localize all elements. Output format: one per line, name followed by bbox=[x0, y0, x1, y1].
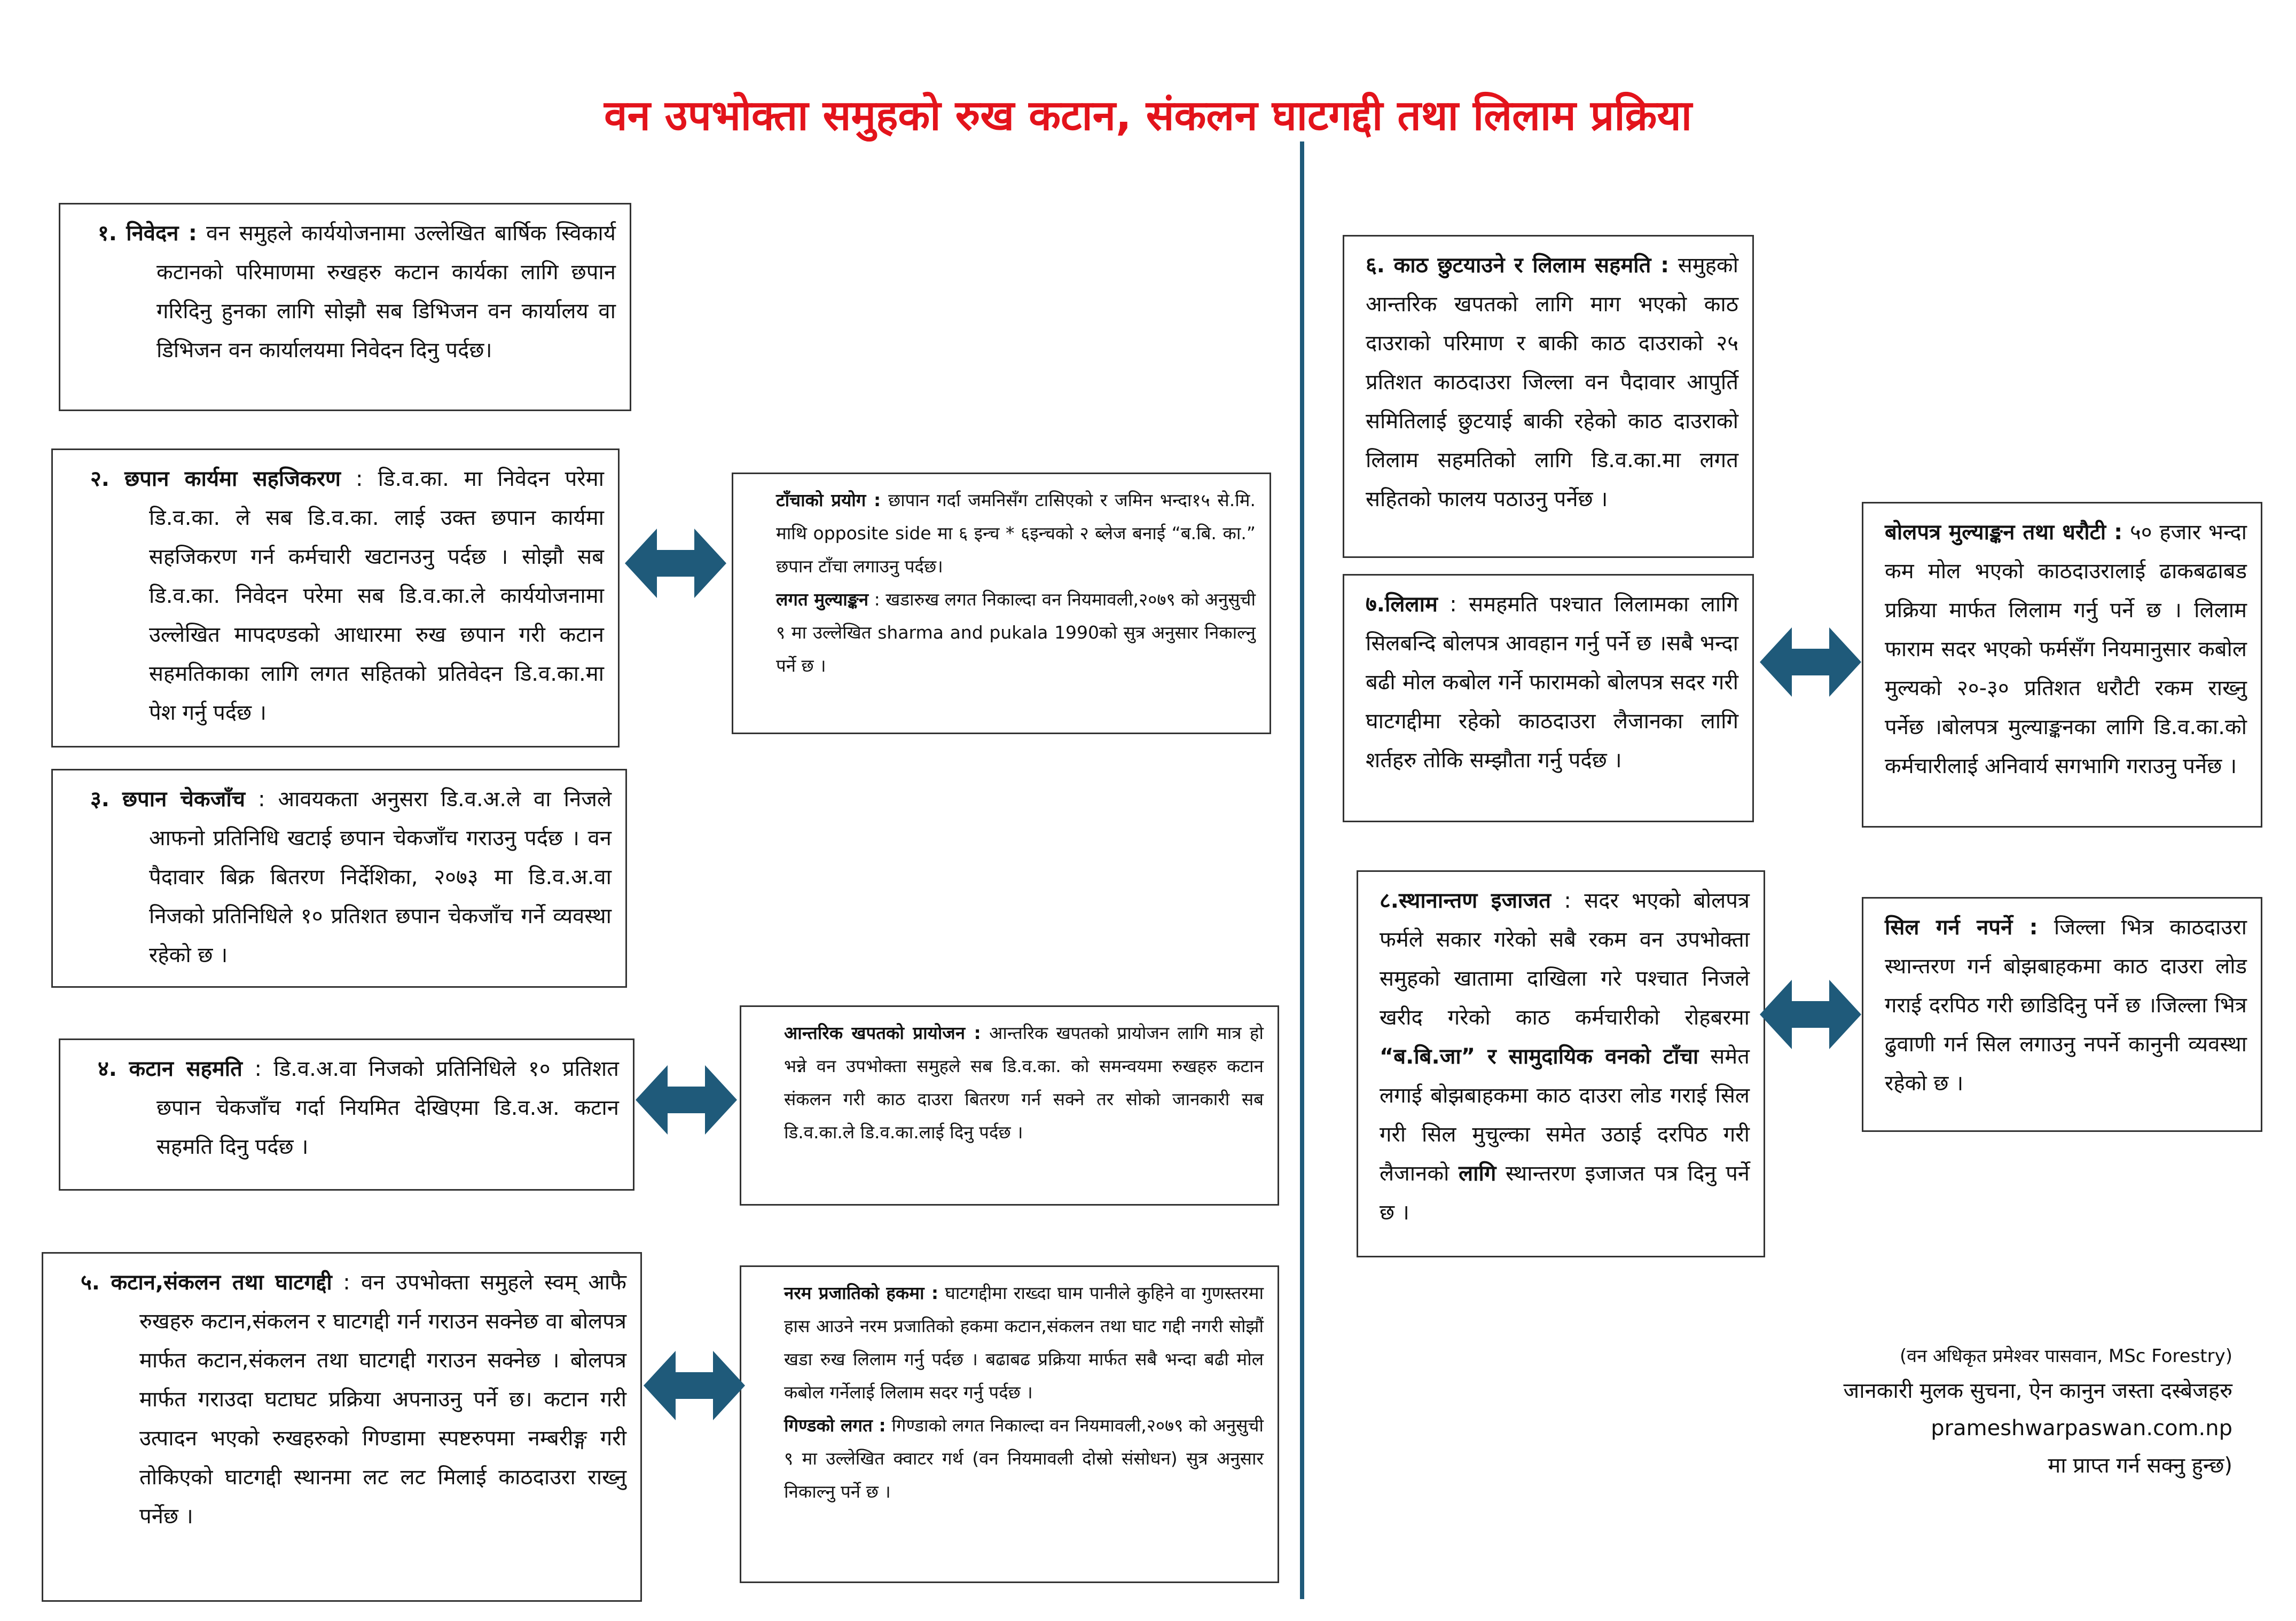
author-credit bbox=[1602, 1340, 2232, 1484]
note-no-seal-box bbox=[1862, 897, 2262, 1132]
note-text: गिण्डाको लगत निकाल्दा वन नियमावली,२०७९ को अनुसुची ९ मा उल्लेखित क्वाटर गर्थ (वन नियमावली दोस्रो संसोधन) सुत्र अनुसार निकाल्नु पर्ने छ । bbox=[784, 1415, 1264, 1502]
step-number: ५. bbox=[81, 1270, 100, 1295]
step-3-box bbox=[51, 769, 627, 988]
note-text: आन्तरिक खपतको प्रायोजन लागि मात्र हो भन्ने वन उपभोक्ता समुहले सब डि.व.का. को समन्वयमा रुखहरु कटान संकलन गरी काठ दाउरा बितरण गर्न सक्ने तर सोको जानकारी सब डि.व.का.ले डि.व.का.लाई दिनु पर्दछ । bbox=[784, 1022, 1264, 1143]
center-divider bbox=[1300, 141, 1304, 1599]
author-line: (वन अधिकृत प्रमेश्वर पासवान, MSc Forestry) bbox=[1899, 1345, 2232, 1367]
note-text: ५० हजार भन्दा कम मोल भएको काठदाउरालाई ढाकबढाबड प्रक्रिया मार्फत लिलाम गर्नु पर्ने छ । लिलाम फाराम सदर भएको फर्मसँग नियमानुसार कबोल मुल्यको २०-३० प्रतिशत धरौटी रकम राख्नु पर्नेछ ।बोलपत्र मुल्याङ्कनका लागि डि.व.का.को कर्मचारीलाई अनिवार्य सगभागि गराउनु पर्नेछ । bbox=[1885, 520, 2247, 778]
step-number: २. bbox=[90, 467, 109, 491]
step-text: : डि.व.अ.वा निजको प्रतिनिधिले १० प्रतिशत छपान चेकजाँच गर्दा नियमित देखिएमा डि.व.अ. कटान सहमति दिनु पर्दछ । bbox=[156, 1057, 619, 1159]
step-text-bold: लागि bbox=[1459, 1161, 1496, 1186]
note-label: बोलपत्र मुल्याङ्कन तथा धरौटी : bbox=[1885, 520, 2123, 545]
step-number: ७. bbox=[1366, 592, 1385, 617]
step-number: ६. bbox=[1366, 253, 1385, 278]
double-headed-arrow-icon bbox=[1760, 980, 1861, 1049]
website-link[interactable]: prameshwarpaswan.com.np bbox=[1931, 1416, 2232, 1441]
note-soft-species-box bbox=[740, 1265, 1279, 1583]
page-title: वन उपभोक्ता समुहको रुख कटान, संकलन घाटगद्दी तथा लिलाम प्रक्रिया bbox=[604, 92, 1692, 140]
note-label: नरम प्रजातिको हकमा : bbox=[784, 1282, 939, 1303]
step-text: स्थान्तरण इजाजत पत्र दिनु पर्ने छ । bbox=[1380, 1161, 1750, 1225]
note-text: जिल्ला भित्र काठदाउरा स्थान्तरण गर्न बोझबाहकमा काठ दाउरा लोड गराई दरपिठ गरी छाडिदिनु पर्ने छ ।जिल्ला भित्र ढुवाणी गर्न सिल लगाउनु नपर्ने कानुनी व्यवस्था रहेको छ । bbox=[1885, 915, 2247, 1096]
note-bid-evaluation-box bbox=[1862, 502, 2262, 828]
step-1-box bbox=[59, 203, 631, 411]
double-headed-arrow-icon bbox=[644, 1351, 745, 1420]
step-number: ८. bbox=[1380, 888, 1399, 913]
step-number: ३. bbox=[90, 787, 109, 812]
step-text: : समहमति पश्चात लिलामका लागि सिलबन्दि बोलपत्र आवहान गर्नु पर्ने छ ।सबै भन्दा बढी मोल कबोल गर्ने फारामको बोलपत्र सदर गरी घाटगद्दीमा रहेको काठदाउरा लैजानका लागि शर्तहरु तोकि सम्झौता गर्नु पर्दछ । bbox=[1366, 592, 1738, 773]
step-label: काठ छुटयाउने र लिलाम सहमति : bbox=[1393, 253, 1670, 278]
info-line: जानकारी मुलक सुचना, ऐन कानुन जस्ता दस्बेजहरु bbox=[1843, 1379, 2232, 1403]
step-text: : डि.व.का. मा निवेदन परेमा डि.व.का. ले सब डि.व.का. लाई उक्त छपान कार्यमा सहजिकरण गर्न कर्मचारी खटानउनु पर्दछ । सोझौ सब डि.व.का. निवेदन परेमा सब डि.व.का.ले कार्ययोजनामा उल्लेखित मापदण्डको आधारमा रुख छपान गरी कटान सहमतिकाका लागि लगत सहितको प्रतिवेदन डि.व.का.मा पेश गर्नु पर्दछ । bbox=[149, 467, 605, 725]
step-text: वन समुहले कार्ययोजनामा उल्लेखित बार्षिक स्विकार्य कटानको परिमाणमा रुखहरु कटान कार्यका लागि छपान गरिदिनु हुनका लागि सोझौ सब डिभिजन वन कार्यालय वा डिभिजन वन कार्यालयमा निवेदन दिनु पर्दछ। bbox=[156, 221, 616, 363]
note-text: : खडारुख लगत निकाल्दा वन नियमावली,२०७९ को अनुसुची ९ मा उल्लेखित sharma and pukala 1990को सुत्र अनुसार निकाल्नु पर्ने छ । bbox=[776, 589, 1256, 676]
step-label: छपान कार्यमा सहजिकरण bbox=[124, 467, 341, 491]
note-internal-use-box bbox=[740, 1005, 1279, 1206]
double-headed-arrow-icon bbox=[625, 529, 726, 598]
step-label: छपान चेकजाँच bbox=[122, 787, 246, 812]
step-label: लिलाम bbox=[1385, 592, 1438, 617]
step-label: कटान सहमति bbox=[129, 1057, 242, 1081]
note-label: टाँचाको प्रयोग : bbox=[776, 490, 881, 510]
step-6-box bbox=[1343, 235, 1754, 558]
double-headed-arrow-icon bbox=[636, 1065, 737, 1135]
note-label: गिण्डको लगत : bbox=[784, 1415, 886, 1436]
step-8-box bbox=[1357, 870, 1765, 1257]
note-tancha-box bbox=[732, 473, 1271, 734]
note-text: छापान गर्दा जमनिसँग टासिएको र जमिन भन्दा१५ से.मि. माथि opposite side मा ६ इन्च * ६इन्चको २ ब्लेज बनाई “ब.बि. का.” छपान टाँचा लगाउनु पर्दछ। bbox=[776, 490, 1256, 577]
step-label: कटान,संकलन तथा घाटगद्दी bbox=[111, 1270, 332, 1295]
step-label: निवेदन : bbox=[126, 221, 197, 246]
step-5-box bbox=[42, 1252, 642, 1602]
note-label: सिल गर्न नपर्ने : bbox=[1885, 915, 2038, 940]
step-text-bold: “ब.बि.जा” र सामुदायिक वनको टाँचा bbox=[1380, 1044, 1699, 1069]
step-text: : वन उपभोक्ता समुहले स्वम् आफै रुखहरु कटान,संकलन र घाटगद्दी गर्न गराउन सक्नेछ वा बोलपत्र मार्फत कटान,संकलन तथा घाटगद्दी गराउन सक्नेछ । बोलपत्र मार्फत गराउदा घटाघट प्रक्रिया अपनाउनु पर्ने छ। कटान गरी उत्पादन भएको रुखहरुको गिण्डामा स्पष्टरुपमा नम्बरीङ्ग गरी तोकिएको घाटगद्दी स्थानमा लट लट मिलाई काठदाउरा राख्नु पर्नेछ । bbox=[139, 1270, 627, 1529]
step-7-box bbox=[1343, 574, 1754, 822]
note-label: आन्तरिक खपतको प्रायोजन : bbox=[784, 1022, 981, 1043]
step-text: : आवयकता अनुसरा डि.व.अ.ले वा निजले आफनो प्रतिनिधि खटाई छपान चेकजाँच गराउनु पर्दछ । वन पैदावार बिक्र बितरण निर्देशिका, २०७३ मा डि.व.अ.वा निजको प्रतिनिधिले १० प्रतिशत छपान चेकजाँच गर्ने व्यवस्था रहेको छ । bbox=[149, 787, 612, 967]
step-label: स्थानान्तण इजाजत bbox=[1399, 888, 1551, 913]
step-text: समुहको आन्तरिक खपतको लागि माग भएको काठ दाउराको परिमाण र बाकी काठ दाउराको २५ प्रतिशत काठदाउरा जिल्ला वन पैदावार आपुर्ति समितिलाई छुटयाई बाकी रहेको काठ दाउराको लिलाम सहमतिको लागि डि.व.का.मा लगत सहितको फालय पठाउनु पर्नेछ । bbox=[1366, 253, 1739, 512]
note-label: लगत मुल्याङ्कन bbox=[776, 589, 869, 610]
step-4-box bbox=[59, 1038, 634, 1191]
step-number: ४. bbox=[98, 1057, 117, 1081]
note-text: घाटगद्दीमा राख्दा घाम पानीले कुहिने वा गुणस्तरमा हास आउने नरम प्रजातिको हकमा कटान,संकलन तथा घाट गद्दी नगरी सोझौं खडा रुख लिलाम गर्नु पर्दछ । बढाबढ प्रक्रिया मार्फत सबै भन्दा बढी मोल कबोल गर्नेलाई लिलाम सदर गर्नु पर्दछ । bbox=[784, 1282, 1264, 1403]
step-text: समेत लगाई बोझबाहकमा काठ दाउरा लोड गराई सिल गरी सिल मुचुल्का समेत उठाई दरपिठ गरी लैजानको bbox=[1380, 1044, 1750, 1186]
step-number: १. bbox=[98, 221, 117, 246]
double-headed-arrow-icon bbox=[1760, 627, 1861, 697]
info-line-2: मा प्राप्त गर्न सक्नु हुन्छ) bbox=[2048, 1453, 2232, 1478]
step-2-box bbox=[51, 448, 620, 747]
step-text: : सदर भएको बोलपत्र फर्मले सकार गरेको सबै रकम वन उपभोक्ता समुहको खातामा दाखिला गरे पश्चात निजले खरीद गरेको काठ कर्मचारीको रोहबरमा bbox=[1380, 888, 1750, 1030]
